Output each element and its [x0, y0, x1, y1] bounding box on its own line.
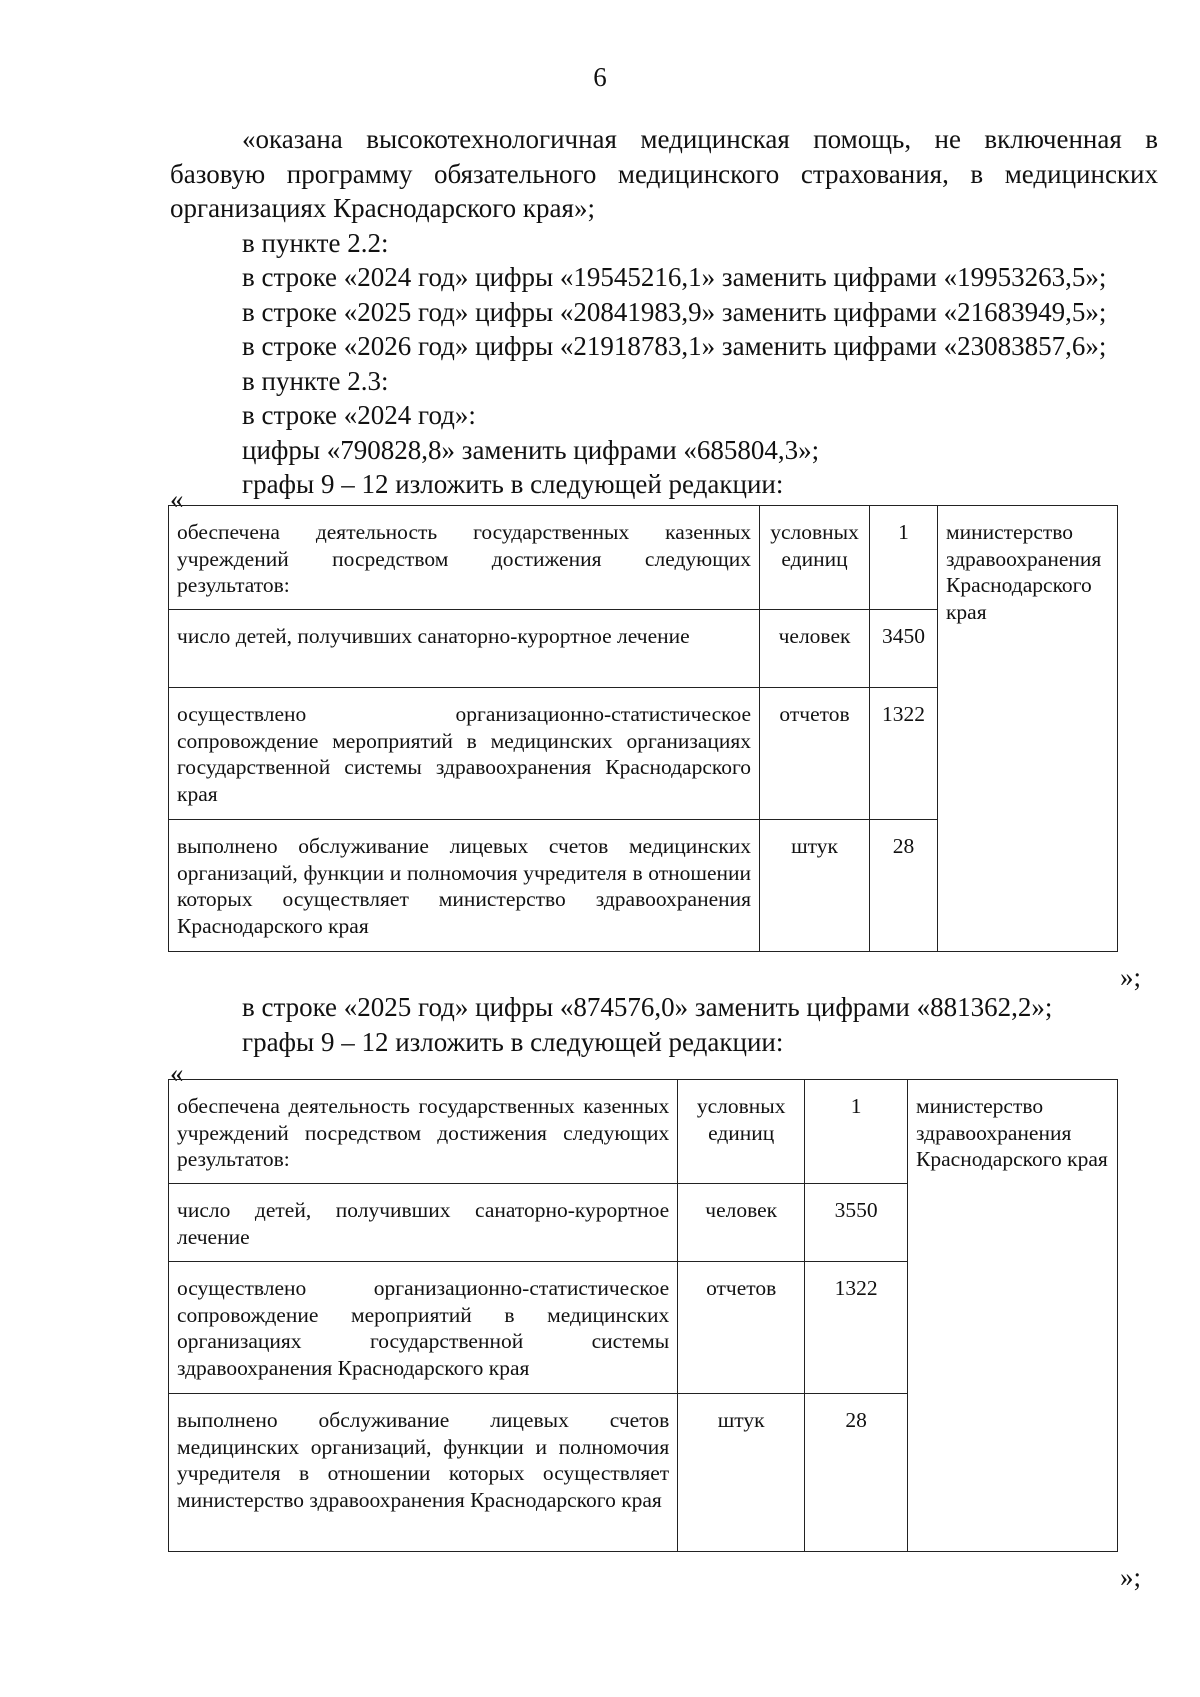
unit-cell: условных единиц	[760, 506, 870, 610]
unit-cell: штук	[678, 1394, 805, 1552]
result-description: осуществлено организационно-статистическое сопровождение мероприятий в медицинских организациях государственной системы здравоохранения Краснодарского края	[169, 688, 760, 820]
unit-cell: условных единиц	[678, 1080, 805, 1184]
middle-text	[242, 990, 1052, 1059]
responsible-org: министерство здравоохранения Краснодарского края	[937, 506, 1117, 952]
intro-line: графы 9 – 12 изложить в следующей редакции:	[242, 469, 784, 499]
quote-open-mark: «	[170, 1058, 184, 1088]
responsible-org: министерство здравоохранения Краснодарского края	[908, 1080, 1118, 1552]
quote-close-mark: »;	[1120, 962, 1142, 992]
value-cell: 1322	[870, 688, 938, 820]
result-description: число детей, получивших санаторно-курортное лечение	[169, 1184, 678, 1262]
unit-cell: отчетов	[760, 688, 870, 820]
unit-cell: человек	[678, 1184, 805, 1262]
unit-cell: штук	[760, 820, 870, 952]
result-description: выполнено обслуживание лицевых счетов медицинских организаций, функции и полномочия учредителя в отношении которых осуществляет министерство здравоохранения Краснодарского края	[169, 1394, 678, 1552]
intro-line: в пункте 2.2:	[242, 227, 389, 258]
intro-text	[170, 122, 1158, 502]
result-description: обеспечена деятельность государственных казенных учреждений посредством достижения следующих результатов:	[169, 1080, 678, 1184]
quote-open-mark: «	[170, 484, 184, 514]
intro-line: в строке «2024 год»:	[242, 400, 476, 430]
intro-line: цифры «790828,8» заменить цифрами «685804,3»;	[242, 434, 820, 465]
table-row	[169, 506, 1118, 610]
page-number: 6	[593, 62, 607, 92]
middle-line: в строке «2025 год» цифры «874576,0» заменить цифрами «881362,2»;	[242, 992, 1053, 1022]
intro-line: в строке «2025 год» цифры «20841983,9» заменить цифрами «21683949,5»;	[242, 296, 1107, 327]
value-cell: 3550	[805, 1184, 908, 1262]
result-description: число детей, получивших санаторно-курортное лечение	[169, 610, 760, 688]
unit-cell: человек	[760, 610, 870, 688]
value-cell: 28	[805, 1394, 908, 1552]
quote-close-mark: »;	[1120, 1562, 1142, 1592]
intro-line: в строке «2024 год» цифры «19545216,1» заменить цифрами «19953263,5»;	[242, 262, 1107, 292]
unit-cell: отчетов	[678, 1262, 805, 1394]
result-description: выполнено обслуживание лицевых счетов медицинских организаций, функции и полномочия учредителя в отношении которых осуществляет министерство здравоохранения Краснодарского края	[169, 820, 760, 952]
result-description: обеспечена деятельность государственных казенных учреждений посредством достижения следующих результатов:	[169, 506, 760, 610]
middle-line: графы 9 – 12 изложить в следующей редакции:	[242, 1026, 784, 1057]
result-description: осуществлено организационно-статистическое сопровождение мероприятий в медицинских организациях государственной системы здравоохранения Краснодарского края	[169, 1262, 678, 1394]
intro-line: в пункте 2.3:	[242, 365, 389, 396]
value-cell: 28	[870, 820, 938, 952]
value-cell: 1	[805, 1080, 908, 1184]
table-graphs-2024	[168, 505, 1118, 952]
value-cell: 1322	[805, 1262, 908, 1394]
intro-paragraph: «оказана высокотехнологичная медицинская помощь, не включенная в базовую программу обязательного медицинского страхования, в медицинских организациях Краснодарского края»;	[170, 124, 1158, 223]
table-graphs-2025	[168, 1079, 1118, 1552]
table-row	[169, 1080, 1118, 1184]
intro-line: в строке «2026 год» цифры «21918783,1» заменить цифрами «23083857,6»;	[242, 331, 1107, 361]
value-cell: 1	[870, 506, 938, 610]
value-cell: 3450	[870, 610, 938, 688]
